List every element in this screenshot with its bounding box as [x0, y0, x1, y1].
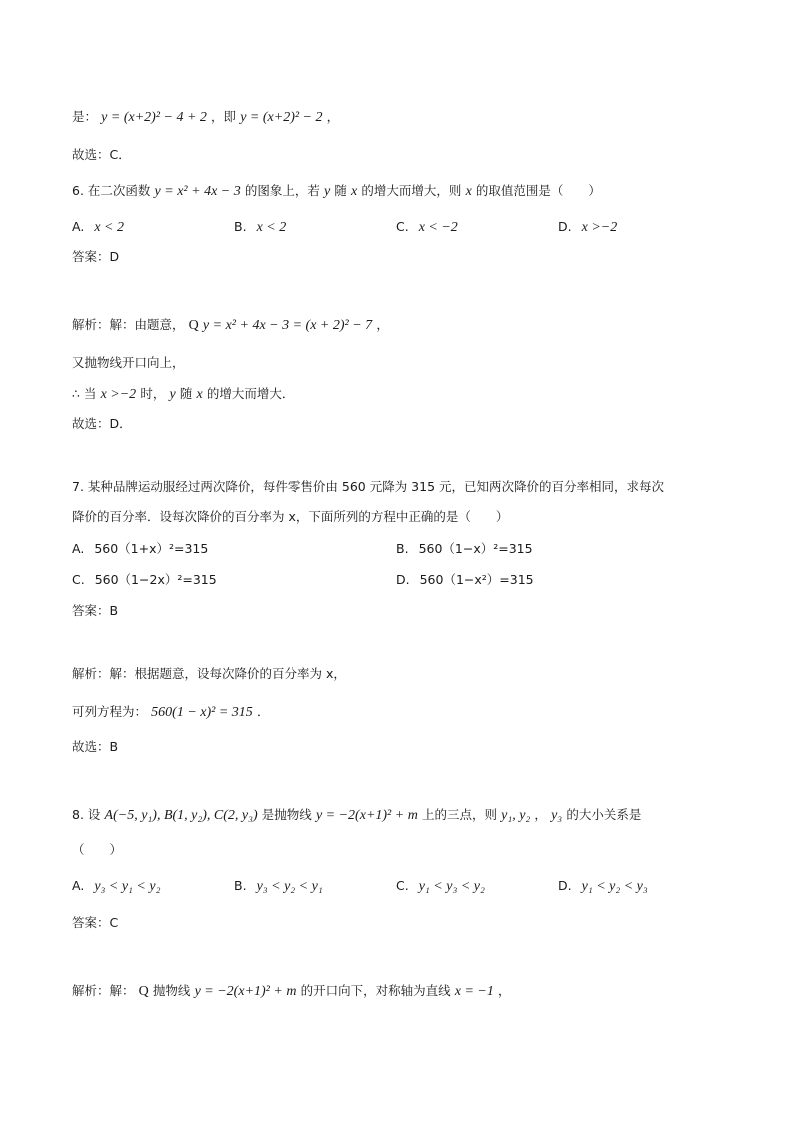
- answer: 答案：B: [72, 603, 119, 618]
- text: 解析：解：由题意，: [72, 317, 185, 332]
- equation: y = (x+2)² − 4 + 2: [101, 110, 207, 125]
- explanation-line: [72, 316, 389, 335]
- option-text: y₁ < y₃ < y₂: [418, 879, 485, 894]
- option-text: y₁ < y₂ < y₃: [581, 879, 648, 894]
- text: 的增大而增大，则: [361, 183, 462, 198]
- option-label: D.: [558, 219, 572, 234]
- option-label: B.: [234, 219, 247, 234]
- option-d: [396, 571, 534, 590]
- option-c: [72, 571, 217, 590]
- because-symbol: Q: [138, 984, 149, 999]
- text: 8. 设: [72, 807, 101, 822]
- text: 随: [334, 183, 347, 198]
- option-text: 560（1−2x）²=315: [94, 572, 217, 587]
- option-text: y₃ < y₁ < y₂: [94, 879, 161, 894]
- option-b: [396, 540, 533, 559]
- option-b: [234, 218, 286, 237]
- text: ，: [534, 807, 547, 822]
- text: ，: [376, 317, 389, 332]
- question-8-stem: [72, 806, 641, 825]
- text: 随: [179, 386, 193, 401]
- option-d: [558, 218, 617, 237]
- answer: 答案：D: [72, 249, 120, 264]
- option-text: x < −2: [418, 220, 458, 235]
- option-label: C.: [396, 878, 409, 893]
- explanation-line: 解析：解：根据题意，设每次降价的百分率为 x，: [72, 666, 346, 681]
- text: 抛物线: [152, 983, 191, 998]
- text: ，: [326, 109, 340, 124]
- solution-line: [72, 108, 339, 127]
- text: ．: [256, 704, 270, 719]
- question-7-stem: 7. 某种品牌运动服经过两次降价，每件零售价由 560 元降为 315 元，已知两次降价的百分率相同，求每次: [72, 479, 665, 494]
- text: 是：: [72, 109, 98, 124]
- condition: x >−2: [100, 387, 137, 402]
- text: 的大小关系是: [566, 807, 642, 822]
- text: 时，: [140, 386, 166, 401]
- text: 的增大而增大．: [206, 386, 295, 401]
- equation: x = −1: [454, 984, 494, 999]
- text: 是抛物线: [261, 807, 312, 822]
- option-a: [72, 540, 208, 559]
- question-7-stem: 降价的百分率．设每次降价的百分率为 x，下面所列的方程中正确的是（ ）: [72, 509, 509, 524]
- explanation-line: [72, 982, 511, 1001]
- text: 的图象上，若: [244, 183, 320, 198]
- text: 可列方程为：: [72, 704, 148, 719]
- explanation-line: 又抛物线开口向上，: [72, 355, 185, 370]
- option-text: 560（1−x²）=315: [419, 572, 534, 587]
- variable: x: [465, 184, 472, 199]
- option-label: C.: [396, 219, 409, 234]
- text: 的开口向下，对称轴为直线: [300, 983, 451, 998]
- choose-line: 故选：D．: [72, 416, 132, 431]
- variable: x: [196, 387, 203, 402]
- variable: y: [169, 387, 176, 402]
- option-text: y₃ < y₂ < y₁: [256, 879, 323, 894]
- question-6-stem: [72, 182, 601, 201]
- text: ，: [497, 983, 511, 998]
- equation: y = x² + 4x − 3 = (x + 2)² − 7: [202, 318, 373, 333]
- text: 的取值范围是（ ）: [475, 183, 601, 198]
- option-text: x < 2: [94, 220, 124, 235]
- text: ，即: [211, 109, 237, 124]
- text: 6. 在二次函数: [72, 183, 151, 198]
- text: 上的三点，则: [421, 807, 497, 822]
- option-label: A.: [72, 878, 85, 893]
- option-c: [396, 877, 485, 896]
- option-c: [396, 218, 458, 237]
- answer: 答案：C: [72, 915, 119, 930]
- explanation-line: [72, 385, 294, 404]
- text: ∴ 当: [72, 386, 97, 401]
- choose-line: 故选：C．: [72, 147, 131, 162]
- equation: 560(1 − x)² = 315: [151, 705, 253, 720]
- option-text: x < 2: [256, 220, 287, 235]
- equation: y = −2(x+1)² + m: [315, 808, 418, 823]
- option-text: 560（1−x）²=315: [418, 541, 533, 556]
- option-a: [72, 877, 160, 896]
- option-label: B.: [396, 541, 409, 556]
- option-label: A.: [72, 219, 85, 234]
- variables: y₁, y₂: [501, 808, 531, 823]
- variable: y: [324, 184, 331, 199]
- because-symbol: Q: [188, 318, 199, 333]
- option-d: [558, 877, 648, 896]
- option-label: D.: [396, 572, 410, 587]
- option-label: B.: [234, 878, 247, 893]
- option-b: [234, 877, 323, 896]
- points: A(−5, y₁), B(1, y₂), C(2, y₃): [104, 808, 258, 823]
- variable: y₃: [551, 808, 563, 823]
- text: 解析：解：: [72, 983, 135, 998]
- choose-line: 故选：B: [72, 739, 119, 754]
- option-label: C.: [72, 572, 85, 587]
- explanation-line: [72, 703, 269, 722]
- question-8-stem: （ ）: [72, 842, 123, 857]
- option-a: [72, 218, 124, 237]
- equation: y = (x+2)² − 2: [240, 110, 323, 125]
- option-label: A.: [72, 541, 85, 556]
- option-text: 560（1+x）²=315: [94, 541, 209, 556]
- option-text: x >−2: [581, 220, 618, 235]
- equation: y = −2(x+1)² + m: [194, 984, 297, 999]
- variable: x: [351, 184, 358, 199]
- option-label: D.: [558, 878, 572, 893]
- equation: y = x² + 4x − 3: [154, 184, 241, 199]
